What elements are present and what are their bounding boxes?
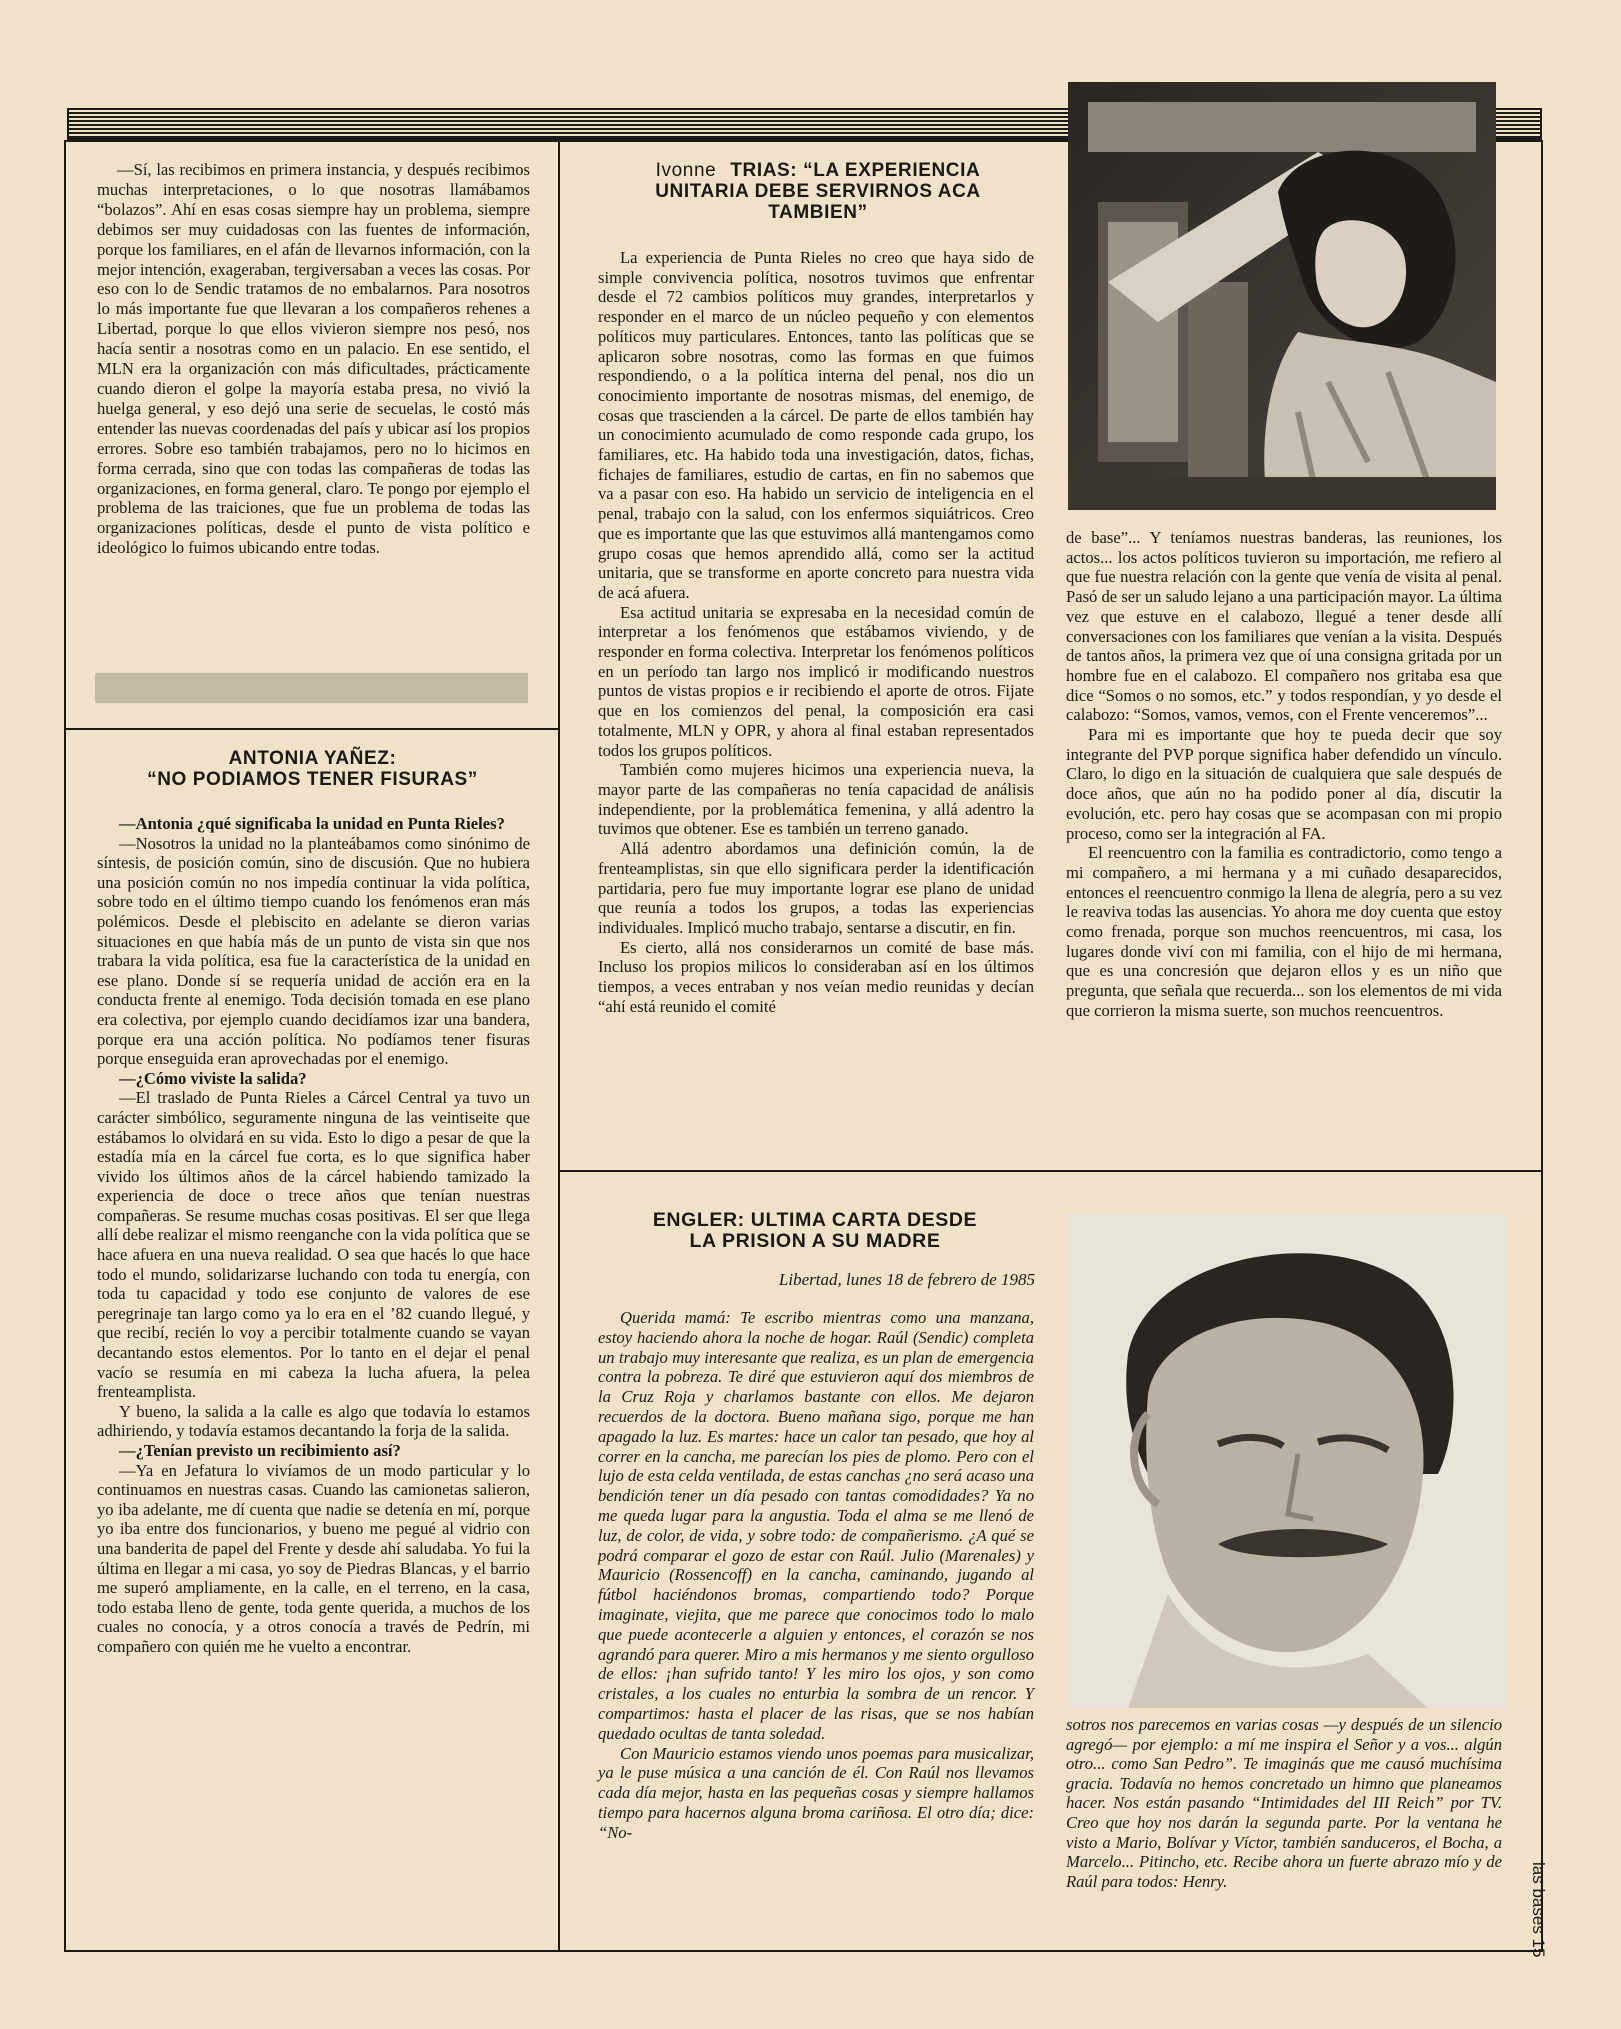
paragraph: Es cierto, allá nos considerarnos un comité de base más. Incluso los propios milicos lo consideraban así en los últimos tiempos, a veces entraban y nos veían medio reunidas y decían “ahí está reunido el comité — [598, 937, 1034, 1016]
photo-ivonne-trias — [1068, 82, 1496, 510]
paragraph: La experiencia de Punta Rieles no creo que haya sido de simple convivencia política, nosotros tuvimos que enfrentar desde el 72 cambios políticos muy grandes, interpretarlos y responder en el marco de un núcleo pequeño y con elementos políticos muy particulares. Entonces, tanto las políticas que se aplicaron sobre nosotras, como las formas en que fuimos respondiendo, o a la política interna del penal, nos dio un conocimiento importante de nosotras mismas, del enemigo, de cosas que trascienden a la cárcel. De parte de ellos también hay un conocimiento acumulado de como responde cada grupo, los familiares, etc. Ha habido toda una investigación, datos, fichas, fichajes de familiares, estudio de cartas, en fin no sabemos que va a pasar con eso. Ha habido un servicio de inteligencia en el penal, trabajo con la salud, con los enfermos siquiátricos. Creo que es importante que las que estuvimos allá mantengamos como grupo cosas que hemos aprendido allá, como ser la actitud unitaria, que se transforme en aporte concreto para nuestra vida de acá afuera. — [598, 248, 1034, 602]
antonia-interview-body — [97, 814, 530, 1657]
section-rule-right — [558, 1170, 1543, 1172]
headline-line: LA PRISION A SU MADRE — [689, 1230, 941, 1252]
paragraph: Allá adentro abordamos una definición común, la de frenteamplistas, sin que ello significara perder la identificación partidaria, pero fue muy importante lograr ese plano de unidad que reunía a todos los grupos, a todas las experiencias individuales. Implicó mucho trabajo, sentarse a discutir, en fin. — [598, 839, 1034, 937]
paragraph: —¿Cómo viviste la salida? — [119, 1068, 307, 1088]
antonia-headline — [95, 748, 530, 790]
paragraph: —Ya en Jefatura lo vivíamos de un modo particular y lo continuamos en nuestras casas. Cuando las camionetas salieron, yo iba adelante, me dí cuenta que nadie se detenía en mí, porque yo iba entre dos funcionarios, y bueno me pegué al vidrio con una banderita de papel del Frente y desde ahí saludaba. Yo fui la última en llegar a mi casa, yo soy de Piedras Blancas, y el barrio me superó ampliamente, en la calle, en el terreno, en la casa, todo estaba lleno de gente, toda gente querida, a muchos de los cuales no conocía, y a otros conocía a través de Pedrín, mi compañero con quién me he vuelto a encontrar. — [97, 1460, 530, 1656]
headline-name: Ivonne — [655, 160, 717, 181]
paragraph: Para mi es importante que hoy te pueda decir que soy integrante del PVP porque significa haber defendido un vínculo. Claro, lo digo en la situación de cualquiera que sale después de doce años, que aún no ha podido poner al día, discutir la evolución, etc. pero hay cosas que se acompasan con mi propio proceso, como ser la integración al FA. — [1066, 725, 1502, 843]
engler-letter-column-2 — [1066, 1715, 1502, 1891]
paragraph: —El traslado de Punta Rieles a Cárcel Central ya tuvo un carácter simbólico, seguramente ninguna de las veintiseite que estábamos lo olvidará en su vida. Esto lo digo a pesar de que la estadía mía en la cárcel fue corta, es lo que significa haber vivido los últimos años de la cárcel habiendo tamizado la experiencia de doce o trece años que tenían nuestras compañeras. Se resume muchas cosas positivas. El ser que llega allí debe realizar el mismo reenganche con la vida política que se hace afuera en una nueva realidad. O sea que hacés lo que hace todo el mundo, solidarizarse luchando con toda tu energía, con toda tu capacidad y todo ese conjunto de valores de ese peregrinaje tan largo como ya lo era en el ’82 cuando llegué, y que recibí, recién lo voy a percibir totalmente cuando se vayan decantando estos elementos. Por lo tanto en el dejar el penal vacío se resumía en mi cabeza la lucha afuera, la pelea frenteamplista. — [97, 1088, 530, 1402]
page-number: las bases 15 — [1529, 1862, 1548, 1958]
photo-ivonne-image — [1068, 82, 1496, 510]
headline-line: TRIAS: “LA EXPERIENCIA — [730, 160, 981, 181]
ivonne-headline — [628, 160, 1008, 223]
headline-line: ENGLER: ULTIMA CARTA DESDE — [652, 1209, 978, 1231]
paragraph: También como mujeres hicimos una experiencia nueva, la mayor parte de las compañeras no tenía capacidad de análisis independiente, por la problemática femenina, y allá adentro la tuvimos que obtener. Ese es también un terreno ganado. — [598, 760, 1034, 839]
paragraph: —Antonia ¿qué significaba la unidad en Punta Rieles? — [119, 814, 505, 833]
photo-engler — [1068, 1214, 1506, 1708]
paragraph: de base”... Y teníamos nuestras banderas, las reuniones, los actos... los actos políticos tuvieron su importación, me refiero al que fue nuestra relación con la gente que venía de visita al penal. Pasó de ser un saludo lejano a una participación mayor. La última vez que estuve en el calabozo, llegué a tener desde allí conversaciones con los familiares que venían a la visita. Después de tantos años, la primera vez que oí una consigna gritada por un hombre fue en el calabozo. El compañero nos gritaba esa que dice “Somos o no somos, etc.” y todos respondían, y yo desde el calabozo: “Somos, vamos, vemos, con el Frente venceremos”... — [1066, 528, 1502, 725]
ivonne-column-1 — [598, 248, 1034, 1016]
paragraph: El reencuentro con la familia es contradictorio, como tengo a mi compañero, a mi hermana y a mi cuñado desaparecidos, entonces el reencuentro conmigo la llena de alegría, pero a su vez le reaviva todas las ausencias. Yo ahora me doy cuenta que estoy como frenada, porque son muchos reencuentros, mi casa, los lugares donde viví con mi familia, con el hijo de mi hermana, que es una concresión que dejaron ellos y es un niño que pregunta, que señala que recuerda... son los elementos de mi vida que corrieron la misma suerte, son muchos reencuentros. — [1066, 843, 1502, 1020]
interview-continuation — [97, 160, 530, 558]
headline-line: “NO PODIAMOS TENER FISURAS” — [147, 769, 478, 790]
photo-engler-image — [1068, 1214, 1506, 1708]
paragraph: —¿Tenían previsto un recibimiento así? — [119, 1441, 401, 1460]
paragraph: —Sí, las recibimos en primera instancia, y después recibimos muchas interpretaciones, o lo que nosotras llamábamos “bolazos”. Ahí en esas cosas siempre hay un problema, siempre debimos ser muy cuidadosas con las fuentes de información, porque los familiares, en el afán de llevarnos información, con la mejor intención, exageraban, tergiversaban a veces las cosas. Por eso con lo de Sendic tratamos de no embalarnos. Para nosotros lo más importante fue que llevaran a los compañeros rehenes a Libertad, porque lo que ellos vivieron siempre nos pesó, nos hacía sentir a nosotras como en un palacio. En ese sentido, el MLN era la organización con más dificultades, prácticamente cuando dieron el golpe la mayoría estaba presa, no vivió la huelga general, y eso dejó una serie de secuelas, le costó más entender las nuevas coordenadas del país y ubicar así los propios errores. Sobre eso también trabajamos, pero no lo hicimos en forma cerrada, sino que con todas las compañeras de todas las organizaciones, en forma general, claro. Te pongo por ejemplo el problema de las traiciones, que fue un problema de todas las organizaciones políticas, desde el punto de vista político e ideológico lo fuimos ubicando entre todas. — [97, 160, 530, 558]
gray-bar — [95, 673, 528, 703]
headline-line: TAMBIEN” — [768, 202, 868, 223]
letter-dateline: Libertad, lunes 18 de febrero de 1985 — [778, 1270, 1035, 1289]
engler-letter-column-1 — [598, 1308, 1034, 1843]
headline-line: UNITARIA DEBE SERVIRNOS ACA — [655, 181, 981, 202]
column-rule-left — [558, 140, 560, 1952]
headline-line: ANTONIA YAÑEZ: — [228, 748, 397, 769]
paragraph: Y bueno, la salida a la calle es algo que todavía lo estamos adhiriendo, y todavía estamos decantando la forja de la salida. — [97, 1401, 530, 1441]
paragraph: sotros nos parecemos en varias cosas —y después de un silencio agregó— por ejemplo: a mí me inspira el Señor y a vos... algún otro... como San Pedro”. Te imaginás que me causó muchísima gracia. Todavía no hemos concretado un himno que planeamos hacer. Nos están pasando “Intimidades del III Reich” por TV. Creo que hoy nos darán la segunda parte. Por la ventana he visto a Mario, Bolívar y Víctor, también sanduceros, el Bocha, a Marcelo... Pitincho, etc. Recibe ahora un fuerte abrazo mío y de Raúl para todos: Henry. — [1066, 1715, 1502, 1891]
engler-headline — [600, 1210, 1030, 1252]
paragraph: Esa actitud unitaria se expresaba en la necesidad común de interpretar a los fenómenos que estábamos viviendo, y de responder en forma colectiva. Interpretar los fenómenos políticos en un período tan largo nos implicó ir modificando nuestros puntos de vistas propios e ir recibiendo el aporte de otros. Fijate que en los comienzos del penal, la composición era casi totalmente, MLN y OPR, y ahora al final estaban representados todos los grupos políticos. — [598, 602, 1034, 760]
paragraph: —Nosotros la unidad no la planteábamos como sinónimo de síntesis, de posición común, sino de discusión. Que no hubiera una posición común no nos impedía continuar la vida política, sobre todo en el último tiempo cuando los fenómenos eran más polémicos. Desde el plebiscito en adelante se dieron varias situaciones en que había más de un punto de vista sin que nos trabara la vida política, esa fue la característica de la unidad en ese plano. Donde sí se requería unidad de acción era en la conducta frente al enemigo. Toda decisión tomada en ese plano era colectiva, por ejemplo cuando decidíamos izar una bandera, porque era una acción política. No podíamos tener fisuras porque enseguida eran aprovechadas por el enemigo. — [97, 833, 530, 1069]
section-rule-left — [64, 728, 560, 730]
ivonne-column-2 — [1066, 528, 1502, 1021]
paragraph: Querida mamá: Te escribo mientras como una manzana, estoy haciendo ahora la noche de hogar. Raúl (Sendic) completa un trabajo muy interesante que realiza, es un plan de emergencia contra la pobreza. Te diré que estuvieron aquí dos miembros de la Cruz Roja y charlamos bastante con ellos. Me dejaron recuerdos de la doctora. Bueno mañana sigo, porque me han apagado la luz. Es martes: hace un calor tan pesado, que hoy al correr en la cancha, me parecían los pies de plomo. Pero con el lujo de esta celda ventilada, de estas canchas ¿no será acaso una bendición tener un día pesado con tantas comodidades? Ya no me queda lugar para la angustia. Toda el alma se me llenó de luz, de color, de vida, y sobre todo: de compañerismo. ¿A qué se podrá comparar el gozo de estar con Raúl. Julio (Marenales) y Mauricio (Rossencoff) en la cancha, caminando, jugando al fútbol haciéndonos bromas, compartiendo todo? Porque imaginate, viejita, que me parece que conocimos todo lo malo que puede acontecerle a alguien y entonces, el corazón se nos agrandó para querer. Miro a mis hermanos y me siento orgulloso de ellos: ¡han sufrido tanto! Y les miro los ojos, y son como cristales, a los cuales no enturbia la sombra de un rencor. Y compartimos: hasta el placer de las risas, que se nos habían quedado ocultas de tanta soledad. — [598, 1308, 1034, 1743]
paragraph: Con Mauricio estamos viendo unos poemas para musicalizar, ya le puse música a una canción de él. Con Raúl nos llevamos cada día mejor, hasta en las pequeñas cosas y siempre hallamos tiempo para hacernos alguna broma cariñosa. El otro día; dice: “No- — [598, 1743, 1034, 1842]
